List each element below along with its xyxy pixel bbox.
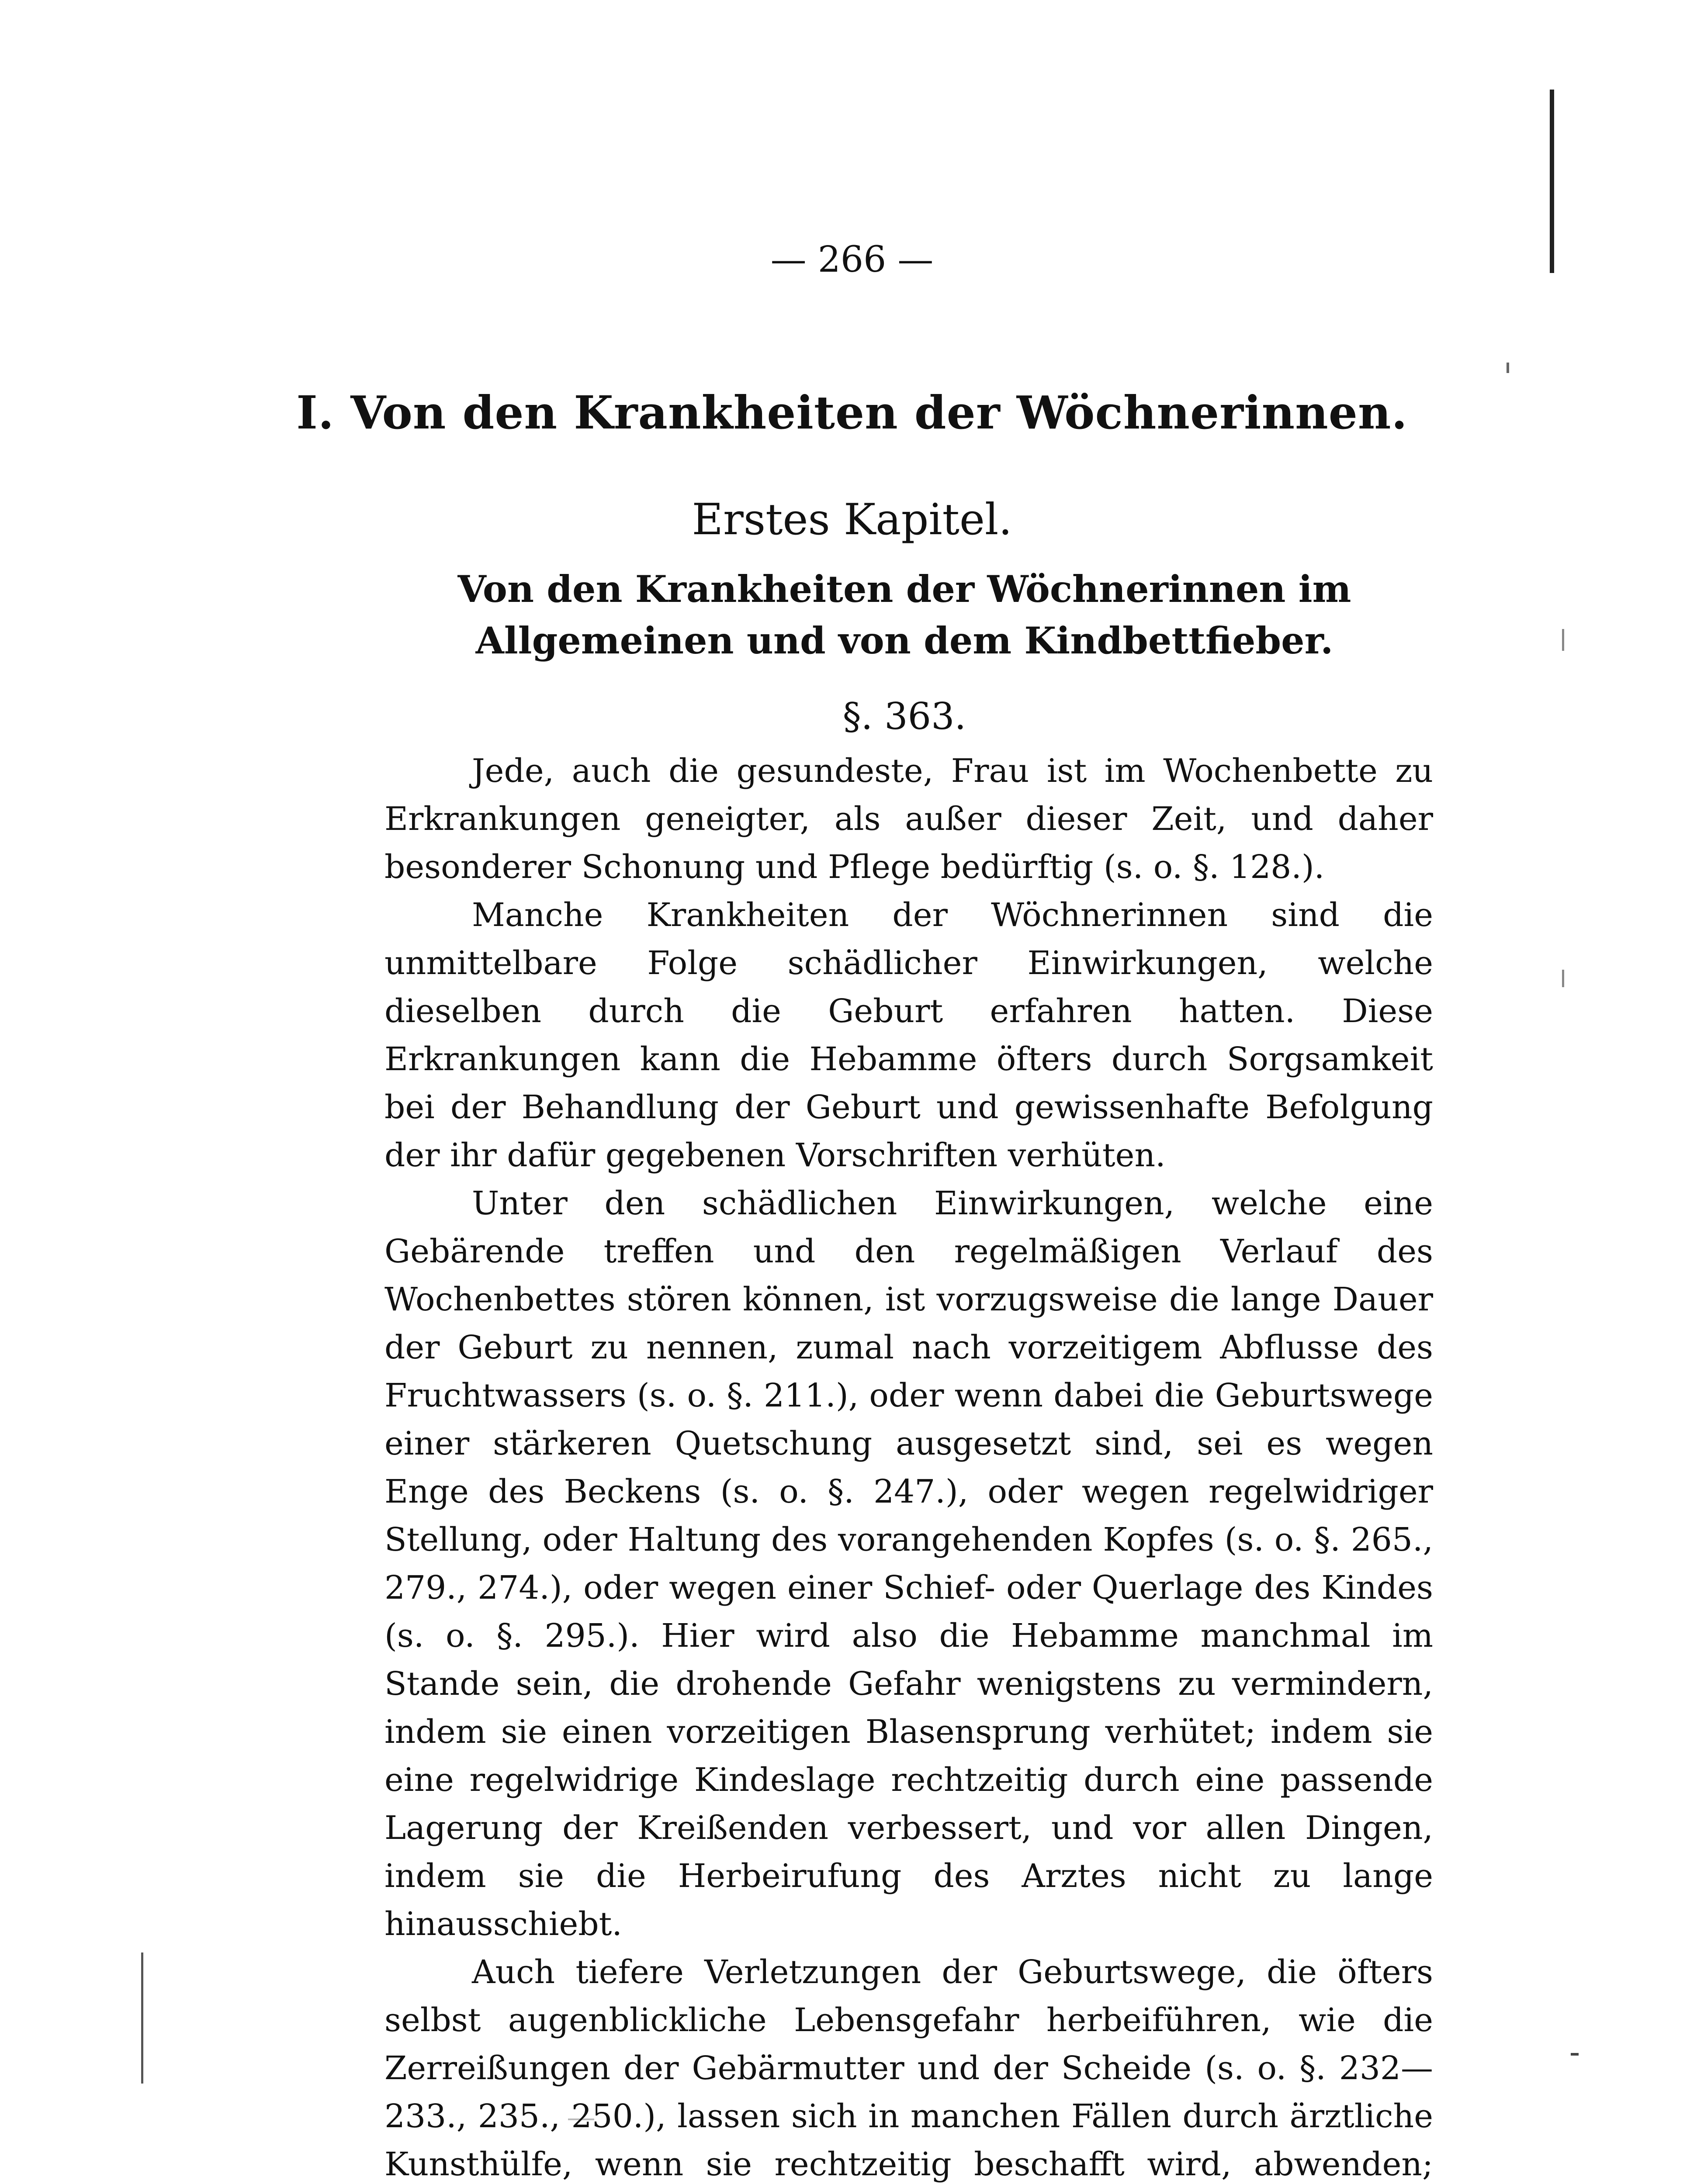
body-paragraph: Auch tiefere Verletzungen der Geburtswege, die öfters selbst augenblickliche Lebensgefahr herbeiführen, wie die Zerreißungen der Gebärmutter und der Scheide (s. o. §. 232—233., 235., 250.), lassen sich in manchen Fällen durch ärztliche Kunsthülfe, wenn sie rechtzeitig beschafft wird, abwenden; <box>384 1953 1433 2183</box>
scan-speck <box>1571 2053 1579 2056</box>
page-number: — 266 — <box>770 239 934 280</box>
section-heading: I. Von den Krankheiten der Wöchnerinnen. <box>296 386 1408 439</box>
body-paragraph: Unter den schädlichen Einwirkungen, welche eine Gebärende treffen und den regelmäßigen Verlauf des Wochenbettes stören können, ist vorzugsweise die lange Dauer der Geburt zu nennen, zumal nach vorzeitigem Abflusse des Fruchtwassers (s. o. §. 211.), oder wenn dabei die Geburtswege einer stärkeren Quetschung ausgesetzt sind, sei es wegen Enge des Beckens (s. o. §. 247.), oder wegen regelwidriger Stellung, oder Haltung des vorangehenden Kopfes (s. o. §. 265., 279., 274.), oder wegen einer Schief- oder Querlage des Kindes (s. o. §. 295.). Hier wird also die Hebamme manchmal im Stande sein, die drohende Gefahr wenigstens zu vermindern, indem sie einen vorzeitigen Blasensprung verhütet; indem sie eine regelwidrige Kindeslage rechtzeitig durch eine passende Lagerung der Kreißenden verbessert, und vor allen Dingen, indem sie die Herbeirufung des Arztes nicht zu lange hinausschiebt. <box>384 1185 1433 1943</box>
paragraph-sign: §. 363. <box>842 695 966 738</box>
scan-speck <box>1507 363 1509 373</box>
body-paragraph: Jede, auch die gesundeste, Frau ist im Wochenbette zu Erkrankungen geneigter, als außer dieser Zeit, und daher besonderer Schonung und Pflege bedürftig (s. o. §. 128.). <box>384 752 1433 886</box>
chapter-title: Von den Krankheiten der Wöchnerinnen im Allgemeinen und von dem Kindbettfieber. <box>457 567 1351 662</box>
scan-edge-line <box>141 1952 143 2084</box>
scan-speck <box>1562 629 1564 651</box>
chapter-label: Erstes Kapitel. <box>692 495 1012 545</box>
body-text <box>384 747 1433 2184</box>
body-paragraph: Manche Krankheiten der Wöchnerinnen sind die unmittelbare Folge schädlicher Einwirkungen, welche dieselben durch die Geburt erfahren hatten. Diese Erkrankungen kann die Hebamme öfters durch Sorgsamkeit bei der Behandlung der Geburt und gewissenhafte Befolgung der ihr dafür gegebenen Vorschriften verhüten. <box>384 896 1433 1174</box>
scan-speck <box>1562 970 1564 987</box>
